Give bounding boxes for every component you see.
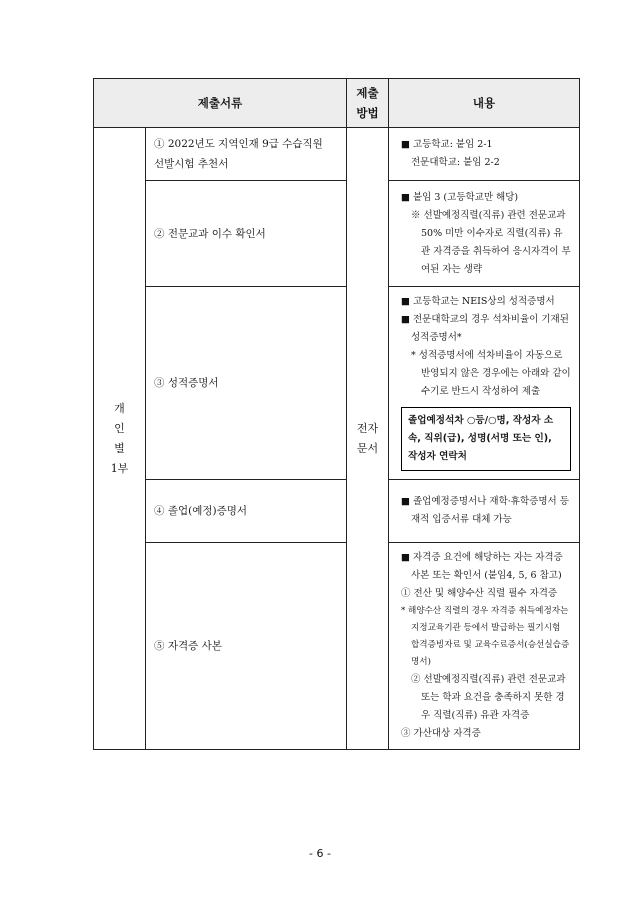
- content-line: ※ 선발예정직렬(직류) 관련 전문교과 50% 미만 이수자로 직렬(직류) 유관 자격증을 취득하여 응시자격이 부여된 자는 생략: [411, 209, 571, 275]
- group-label-cell: [94, 128, 146, 750]
- table-row: [94, 287, 580, 480]
- content-line: ③ 가산대상 자격증: [401, 728, 481, 739]
- content-line: ■ 전문대학교의 경우 석차비율이 기재된 성적증명서*: [401, 314, 569, 343]
- header-documents: 제출서류: [94, 79, 347, 128]
- document-content: [389, 543, 580, 750]
- document-name: ③ 성적증명서: [146, 287, 347, 480]
- document-name: ④ 졸업(예정)증명서: [146, 480, 347, 543]
- header-method-text: 제출 방법: [356, 86, 379, 120]
- document-name: ① 2022년도 지역인재 9급 수습직원 선발시험 추천서: [146, 128, 347, 181]
- table-row: [94, 181, 580, 287]
- header-content: 내용: [389, 79, 580, 128]
- group-label: 개 인 별 1부: [110, 401, 129, 475]
- header-method: [347, 79, 389, 128]
- document-content: [389, 287, 580, 480]
- document-content: [389, 480, 580, 543]
- content-line: ■ 붙임 3 (고등학교만 해당): [401, 191, 519, 203]
- content-line: ■ 자격증 요건에 해당하는 자는 자격증 사본 또는 확인서 (붙임4, 5, 6 참고): [401, 552, 563, 581]
- table-header-row: [94, 79, 580, 128]
- content-line: ① 전산 및 해양수산 직렬 필수 자격증: [401, 588, 558, 599]
- content-line: * 해양수산 직렬의 경우 자격증 취득예정자는 지정교육기관 등에서 발급하는 필기시험 합격증빙자료 및 교육수료증서(승선실습증명서): [401, 606, 570, 667]
- page-number: - 6 -: [309, 847, 331, 860]
- document-name: ② 전문교과 이수 확인서: [146, 181, 347, 287]
- content-line: ■ 고등학교는 NEIS상의 성적증명서: [401, 296, 555, 307]
- document-content: [389, 128, 580, 181]
- content-line: ② 선발예정직렬(직류) 관련 전문교과 또는 학과 요건을 충족하지 못한 경우 직렬(직류) 유관 자격증: [411, 674, 566, 721]
- handwritten-rank-box: 졸업예정석차 ○등/○명, 작성자 소속, 직위(급), 성명(서명 또는 인), 작성자 연락처: [401, 407, 571, 471]
- table-row: [94, 543, 580, 750]
- method-cell: [347, 128, 389, 750]
- table-row: [94, 480, 580, 543]
- method-value: 전자 문서: [356, 421, 379, 455]
- submission-documents-table: [93, 78, 580, 750]
- content-line: ■ 고등학교: 붙임 2-1: [401, 139, 493, 150]
- table-row: [94, 128, 580, 181]
- document-name: ⑤ 자격증 사본: [146, 543, 347, 750]
- document-content: [389, 181, 580, 287]
- content-line: 전문대학교: 붙임 2-2: [411, 157, 500, 168]
- content-line: * 성적증명서에 석차비율이 자동으로 반영되지 않은 경우에는 아래와 같이 수기로 반드시 작성하여 제출: [411, 350, 571, 397]
- content-line: ■ 졸업예정증명서나 재학·휴학증명서 등 재적 입증서류 대체 가능: [401, 496, 569, 525]
